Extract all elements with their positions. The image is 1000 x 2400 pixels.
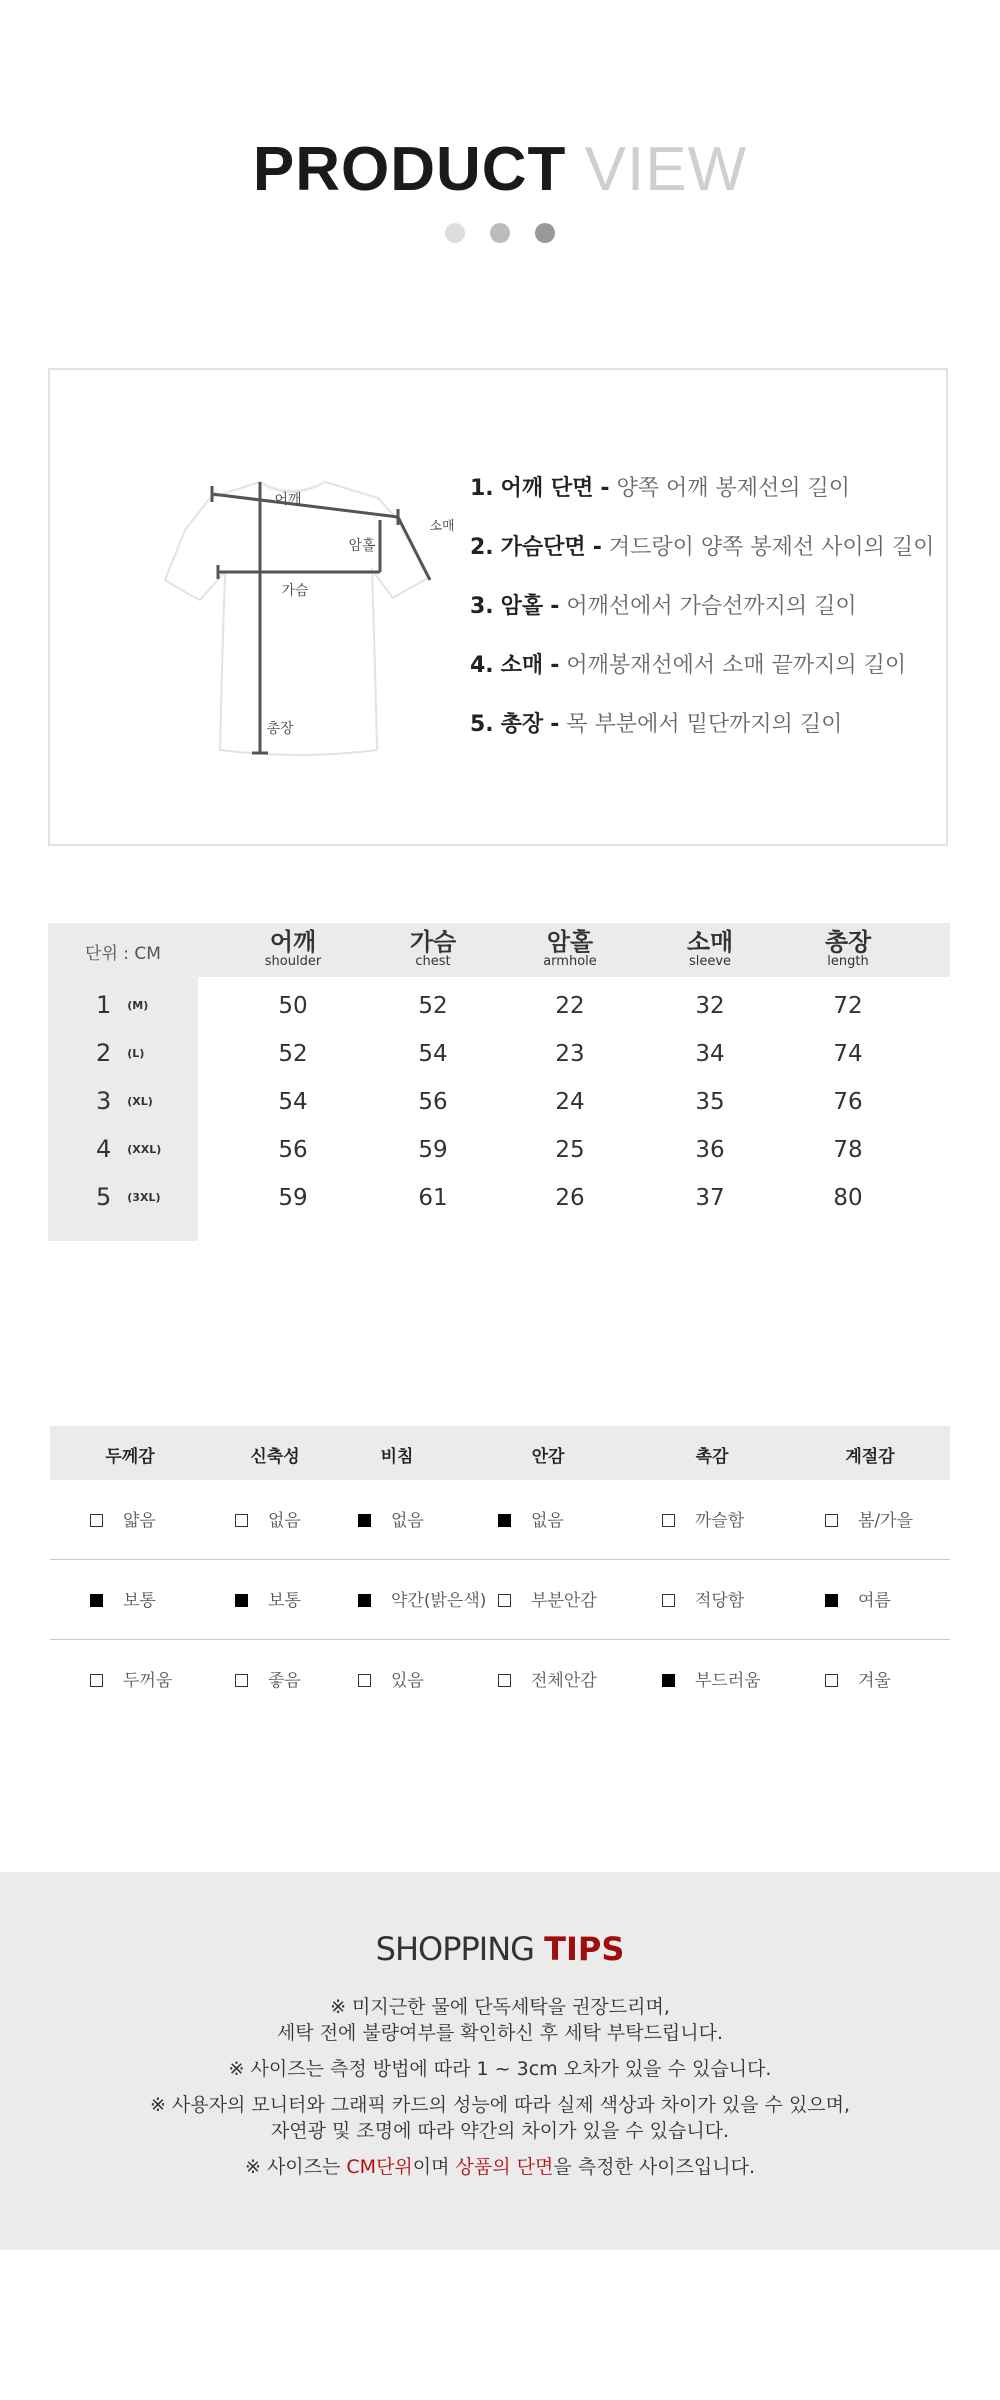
guide-item-desc: 겨드랑이 양쪽 봉제선 사이의 길이 [608,535,935,560]
checkbox-empty-icon [358,1674,371,1687]
fabric-option [662,1666,761,1691]
guide-item: 1. 어깨 단면 - 양쪽 어깨 봉제선의 길이 [470,476,850,501]
title-dots [0,223,1000,243]
label-length: 총장 [266,721,294,737]
checkbox-checked-icon [235,1594,248,1607]
fabric-option [235,1666,301,1691]
checkbox-empty-icon [662,1514,675,1527]
checkbox-empty-icon [90,1514,103,1527]
fabric-option-label: 보통 [268,1591,301,1611]
fabric-option-label: 까슬함 [695,1511,745,1531]
size-label: 2 $^{(L)}$ [96,1039,145,1067]
guide-item-number: 4. [470,653,494,678]
guide-item-name: 소매 [500,653,544,678]
fabric-option [498,1506,564,1531]
fabric-option-label: 약간(밝은색) [391,1591,487,1611]
checkbox-empty-icon [235,1514,248,1527]
fabric-option [662,1506,744,1531]
row-divider [50,1639,950,1640]
checkbox-checked-icon [498,1514,511,1527]
tips-title: SHOPPING TIPS [375,1930,625,1968]
fabric-col-touch: 촉감 [695,1447,729,1467]
guide-item-name: 가슴단면 [500,535,586,560]
table-cell: 54 [278,1089,308,1115]
fabric-option-label: 적당함 [695,1591,745,1611]
guide-item: 5. 총장 - 목 부분에서 밑단까지의 길이 [470,712,843,737]
table-cell: 23 [555,1041,585,1067]
title-light: VIEW [584,135,748,204]
fabric-option-label: 봄/가을 [858,1511,913,1531]
table-cell: 32 [695,993,725,1019]
size-table-header [48,923,950,977]
fabric-option-label: 여름 [858,1591,891,1611]
tip-color-diff: ※ 사용자의 모니터와 그래픽 카드의 성능에 따라 실제 색상과 차이가 있을 수 있으며, 자연광 및 조명에 따라 약간의 차이가 있을 수 있습니다. [149,2094,851,2142]
tip-measure-unit: ※ 사이즈는 CM단위이며 상품의 단면을 측정한 사이즈입니다. [244,2156,756,2178]
fabric-option [825,1666,891,1691]
col-header-shoulder: 어깨 shoulder [264,928,322,969]
fabric-option [235,1506,301,1531]
fabric-option-label: 없음 [391,1511,424,1531]
checkbox-checked-icon [662,1674,675,1687]
fabric-option [90,1666,172,1691]
table-row [48,1175,950,1223]
col-header-sleeve: 소매 sleeve [686,928,734,969]
label-sleeve: 소매 [429,519,455,534]
checkbox-checked-icon [358,1594,371,1607]
tips-list [0,1994,1000,2190]
fabric-option-label: 겨울 [858,1671,891,1691]
size-label: 5 $^{(3XL)}$ [96,1183,161,1211]
checkbox-empty-icon [235,1674,248,1687]
label-armhole: 암홀 [348,538,376,554]
tshirt-shape [165,482,428,755]
table-cell: 52 [278,1041,308,1067]
fabric-option [358,1506,424,1531]
dot-3 [535,223,555,243]
fabric-header [50,1426,950,1480]
fabric-option-label: 없음 [531,1511,564,1531]
checkbox-checked-icon [825,1594,838,1607]
guide-item-number: 1. [470,476,494,501]
fabric-option [358,1666,424,1691]
checkbox-empty-icon [662,1594,675,1607]
col-header-chest: 가슴 chest [409,928,457,969]
fabric-option [662,1586,744,1611]
fabric-option-label: 두꺼움 [123,1671,173,1691]
guide-item-number: 3. [470,594,494,619]
table-row [48,983,950,1031]
checkbox-checked-icon [358,1514,371,1527]
table-cell: 59 [278,1185,308,1211]
fabric-option [498,1586,597,1611]
size-label: 1 $^{(M)}$ [96,991,149,1019]
fabric-option-row [50,1640,950,1720]
guide-item-desc: 양쪽 어깨 봉제선의 길이 [616,476,850,501]
table-cell: 37 [695,1185,725,1211]
fabric-option-label: 부드러움 [695,1671,761,1691]
table-cell: 36 [695,1137,725,1163]
fabric-option [498,1666,597,1691]
checkbox-empty-icon [825,1674,838,1687]
measure-guide-list [470,474,935,769]
fabric-option [235,1586,301,1611]
measure-guide [48,368,948,846]
table-row [48,1079,950,1127]
guide-item-desc: 어깨선에서 가슴선까지의 길이 [566,594,857,619]
title-strong: PRODUCT [252,135,567,204]
fabric-option [90,1586,156,1611]
size-label: 3 $^{(XL)}$ [96,1087,153,1115]
table-cell: 74 [833,1041,863,1067]
table-cell: 35 [695,1089,725,1115]
guide-item-desc: 목 부분에서 밑단까지의 길이 [566,712,843,737]
guide-item-name: 암홀 [500,594,544,619]
col-header-armhole: 암홀 armhole [543,928,597,969]
size-table [48,923,950,1241]
tip-washing: ※ 미지근한 물에 단독세탁을 권장드리며, 세탁 전에 불량여부를 확인하신 후 세탁 부탁드립니다. [276,1996,724,2044]
guide-item: 4. 소매 - 어깨봉재선에서 소매 끝까지의 길이 [470,653,907,678]
table-cell: 26 [555,1185,585,1211]
fabric-option-label: 있음 [391,1671,424,1691]
table-cell: 22 [555,993,585,1019]
fabric-col-lining: 안감 [531,1447,565,1467]
fabric-col-stretch: 신축성 [250,1447,300,1467]
fabric-col-thickness: 두께감 [105,1447,155,1467]
table-cell: 24 [555,1089,585,1115]
fabric-option [825,1586,891,1611]
label-chest: 가슴 [281,583,309,599]
guide-item-name: 총장 [500,712,544,737]
table-cell: 76 [833,1089,863,1115]
table-cell: 50 [278,993,308,1019]
guide-item: 3. 암홀 - 어깨선에서 가슴선까지의 길이 [470,594,857,619]
fabric-option [90,1506,156,1531]
table-cell: 56 [278,1137,308,1163]
tip-size-error: ※ 사이즈는 측정 방법에 따라 1 ~ 3cm 오차가 있을 수 있습니다. [228,2058,772,2080]
col-header-length: 총장 length [824,928,872,969]
fabric-option [825,1506,913,1531]
unit-label: 단위 : CM [85,944,161,964]
table-cell: 25 [555,1137,585,1163]
table-row [48,1031,950,1079]
checkbox-checked-icon [90,1594,103,1607]
table-cell: 78 [833,1137,863,1163]
fabric-option-row [50,1480,950,1560]
table-cell: 72 [833,993,863,1019]
fabric-col-sheerness: 비침 [380,1447,414,1467]
checkbox-empty-icon [825,1514,838,1527]
fabric-option-label: 얇음 [123,1511,156,1531]
checkbox-empty-icon [498,1674,511,1687]
guide-item-name: 어깨 단면 [500,476,594,501]
fabric-option-label: 보통 [123,1591,156,1611]
checkbox-empty-icon [498,1594,511,1607]
table-cell: 61 [418,1185,448,1211]
guide-item-number: 2. [470,535,494,560]
table-row [48,1127,950,1175]
row-divider [50,1559,950,1560]
fabric-col-season: 계절감 [845,1447,895,1467]
table-cell: 56 [418,1089,448,1115]
shopping-tips [0,1872,1000,2250]
table-cell: 52 [418,993,448,1019]
table-cell: 54 [418,1041,448,1067]
table-cell: 59 [418,1137,448,1163]
table-cell: 80 [833,1185,863,1211]
guide-item-number: 5. [470,712,494,737]
checkbox-empty-icon [90,1674,103,1687]
dot-2 [490,223,510,243]
tshirt-measure-diagram [90,420,480,780]
size-label: 4 $^{(XXL)}$ [96,1135,162,1163]
guide-item-desc: 어깨봉재선에서 소매 끝까지의 길이 [566,653,907,678]
page-title [0,135,1000,205]
fabric-option-label: 부분안감 [531,1591,597,1611]
fabric-option-label: 전체안감 [531,1671,597,1691]
fabric-option-row [50,1560,950,1640]
guide-item: 2. 가슴단면 - 겨드랑이 양쪽 봉제선 사이의 길이 [470,535,935,560]
table-cell: 34 [695,1041,725,1067]
label-shoulder: 어깨 [274,492,302,508]
dot-1 [445,223,465,243]
fabric-option-label: 좋음 [268,1671,301,1691]
fabric-option-label: 없음 [268,1511,301,1531]
fabric-option [358,1586,486,1611]
